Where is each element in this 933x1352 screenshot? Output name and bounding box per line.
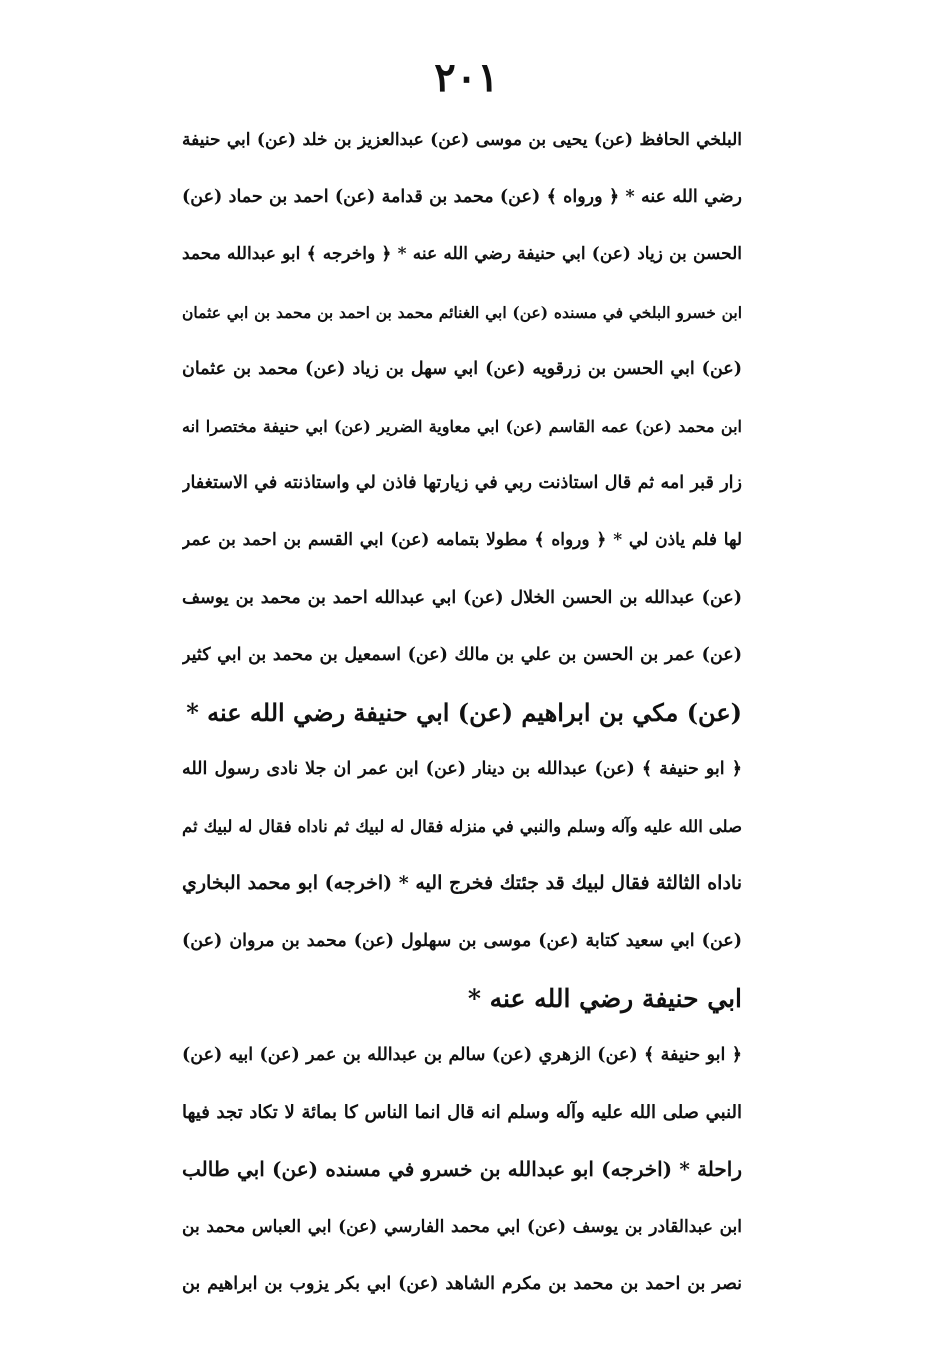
text-line: صلى الله عليه وآله وسلم والنبي في منزله فقال له لبيك ثم ناداه فقال له لبيك ثم xyxy=(182,817,742,837)
body-text xyxy=(182,112,742,1313)
text-line: (عن) مكي بن ابراهيم (عن) ابي حنيفة رضي الله عنه * xyxy=(186,697,742,727)
text-line: النبي صلى الله عليه وآله وسلم انه قال انما الناس كا بمائة لا تكاد تجد فيها xyxy=(182,1102,742,1124)
text-line: (عن) ابي الحسن بن زرقويه (عن) ابي سهل بن زياد (عن) محمد بن عثمان xyxy=(182,358,742,379)
text-line: ابي حنيفة رضي الله عنه * xyxy=(467,983,742,1013)
text-line: راحلة * (اخرجه) ابو عبدالله بن خسرو في مسنده (عن) ابي طالب xyxy=(182,1157,742,1182)
text-line: (عن) ابي سعيد كتابة (عن) موسى بن سهلول (عن) محمد بن مروان (عن) xyxy=(182,930,742,951)
text-line: (عن) عمر بن الحسن بن علي بن مالك (عن) اسمعيل بن محمد بن ابي كثير xyxy=(182,644,742,665)
text-line: ابن عبدالقادر بن يوسف (عن) ابي محمد الفارسي (عن) ابي العباس محمد بن xyxy=(182,1216,742,1237)
text-line: زار قبر امه ثم قال استاذنت ربي في زيارتها فاذن لي واستاذنته في الاستغفار xyxy=(182,473,742,494)
page-number: ٢٠١ xyxy=(434,54,499,101)
text-line: ناداه الثالثة فقال لبيك قد جئتك فخرج اليه * (اخرجه) ابو محمد البخاري xyxy=(182,872,742,895)
text-line: ﴿ ابو حنيفة ﴾ (عن) عبدالله بن دينار (عن) ابن عمر ان جلا نادى رسول الله xyxy=(182,759,742,780)
text-line: الحسن بن زياد (عن) ابي حنيفة رضي الله عنه * ﴿ واخرجه ﴾ ابو عبدالله محمد xyxy=(182,244,742,265)
text-line: البلخي الحافظ (عن) يحيى بن موسى (عن) عبدالعزيز بن خلد (عن) ابي حنيفة xyxy=(182,130,742,150)
text-line: نصر بن احمد بن محمد بن مكرم الشاهد (عن) ابي بكر يزوب بن ابراهيم بن xyxy=(182,1273,742,1294)
text-line: ابن محمد (عن) عمه القاسم (عن) ابي معاوية الضرير (عن) ابي حنيفة مختصرا انه xyxy=(182,416,742,436)
text-line: ﴿ ابو حنيفة ﴾ (عن) الزهري (عن) سالم بن عبدالله بن عمر (عن) ابيه (عن) xyxy=(182,1045,742,1065)
text-line: رضي الله عنه * ﴿ ورواه ﴾ (عن) محمد بن قدامة (عن) احمد بن حماد (عن) xyxy=(182,187,742,208)
text-line: (عن) عبدالله بن الحسن الخلال (عن) ابي عبدالله احمد بن محمد بن يوسف xyxy=(182,587,742,608)
text-line: ابن خسرو البلخي في مسنده (عن) ابي الغنائم محمد بن احمد بن محمد بن ابي عثمان xyxy=(182,302,742,322)
text-line: لها فلم ياذن لي * ﴿ ورواه ﴾ مطولا بتمامه (عن) ابي القسم بن احمد بن عمر xyxy=(182,530,742,551)
